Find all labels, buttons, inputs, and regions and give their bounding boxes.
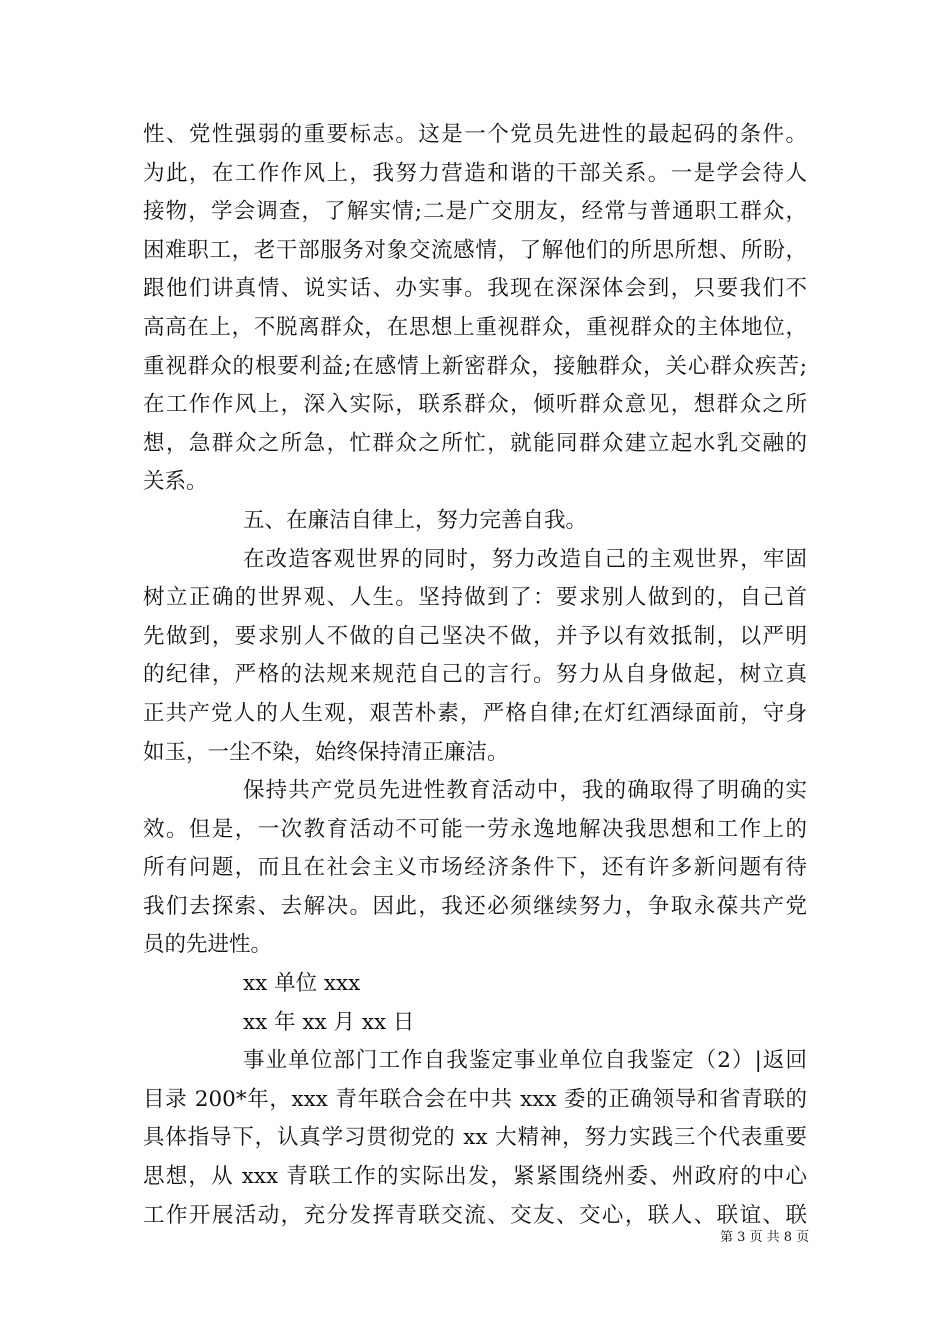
text-line: 我们去探索、去解决。因此，我还必须继续努力，争取永葆共产党 [143, 893, 807, 919]
text-line: 所有问题，而且在社会主义市场经济条件下，还有许多新问题有待 [143, 855, 807, 881]
text-line: 在改造客观世界的同时，努力改造自己的主观世界，牢固 [243, 546, 807, 572]
text-line: 跟他们讲真情、说实话、办实事。我现在深深体会到，只要我们不 [143, 276, 807, 302]
text-line: 先做到，要求别人不做的自己坚决不做，并予以有效抵制，以严明 [143, 623, 807, 649]
text-line: 具体指导下，认真学习贯彻党的 xx 大精神，努力实践三个代表重要 [143, 1125, 807, 1151]
text-line: 高高在上，不脱离群众，在思想上重视群众，重视群众的主体地位， [143, 314, 807, 340]
text-line: 想，急群众之所急，忙群众之所忙，就能同群众建立起水乳交融的 [143, 430, 807, 456]
signature-date: xx 年 xx 月 xx 日 [243, 1009, 415, 1035]
page-number: 第 3 页 共 8 页 [720, 1230, 810, 1245]
document-body [143, 116, 807, 1235]
text-line: 树立正确的世界观、人生。坚持做到了：要求别人做到的，自己首 [143, 585, 807, 611]
text-line: 保持共产党员先进性教育活动中，我的确取得了明确的实 [243, 778, 807, 804]
section-heading: 五、在廉洁自律上，努力完善自我。 [243, 507, 588, 533]
text-line: 性、党性强弱的重要标志。这是一个党员先进性的最起码的条件。 [143, 122, 807, 147]
text-line: 思想，从 xxx 青联工作的实际出发，紧紧围绕州委、州政府的中心 [143, 1164, 807, 1190]
text-line: 如玉，一尘不染，始终保持清正廉洁。 [143, 739, 509, 765]
text-line: 重视群众的根要利益;在感情上新密群众，接触群众，关心群众疾苦; [143, 353, 807, 379]
text-line: 的纪律，严格的法规来规范自己的言行。努力从自身做起，树立真 [143, 662, 807, 688]
text-line: 员的先进性。 [143, 932, 273, 958]
text-line: 接物，学会调查，了解实情;二是广交朋友，经常与普通职工群众， [143, 199, 807, 225]
text-line: 正共产党人的人生观，艰苦朴素，严格自律;在灯红酒绿面前，守身 [143, 700, 807, 726]
text-line: 事业单位部门工作自我鉴定事业单位自我鉴定（2）|返回 [243, 1048, 807, 1074]
text-line: 目录 200*年，xxx 青年联合会在中共 xxx 委的正确领导和省青联的 [143, 1086, 807, 1112]
text-line: 关系。 [143, 469, 208, 495]
text-line: 工作开展活动，充分发挥青联交流、交友、交心，联人、联谊、联 [143, 1202, 807, 1228]
text-line: 困难职工，老干部服务对象交流感情，了解他们的所思所想、所盼， [143, 237, 807, 263]
signature-unit: xx 单位 xxx [243, 971, 361, 997]
text-line: 效。但是，一次教育活动不可能一劳永逸地解决我思想和工作上的 [143, 816, 807, 842]
text-line: 在工作作风上，深入实际，联系群众，倾听群众意见，想群众之所 [143, 392, 807, 418]
text-line: 为此，在工作作风上，我努力营造和谐的干部关系。一是学会待人 [143, 160, 807, 186]
